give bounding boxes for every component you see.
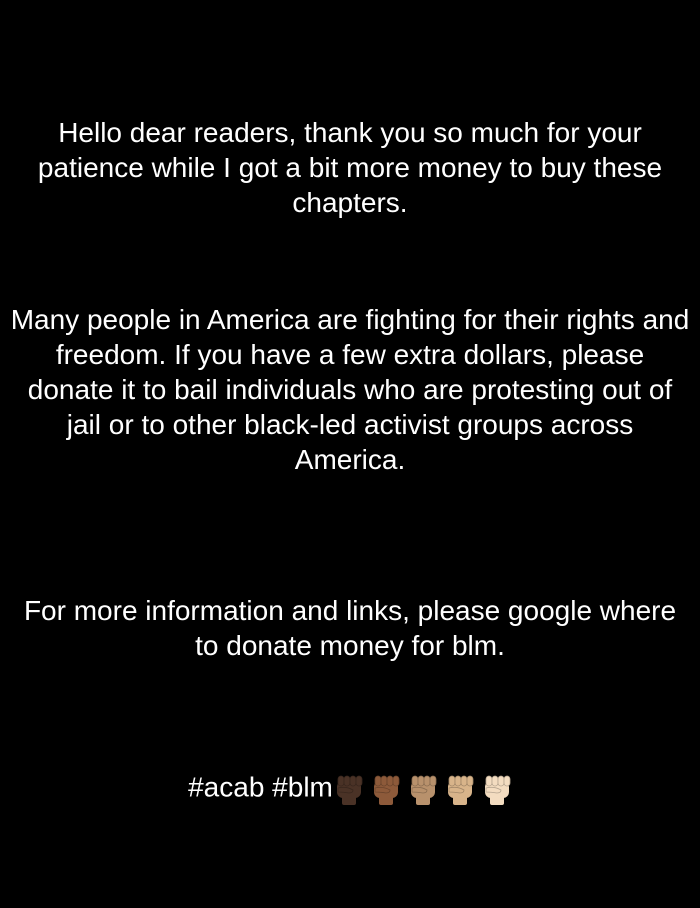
raised-fist-light-skin-icon [482, 773, 512, 805]
raised-fist-dark-skin-icon [334, 773, 364, 805]
thank-you-paragraph: Hello dear readers, thank you so much for your patience while I got a bit more money to buy these chapters. [37, 117, 663, 218]
raised-fist-medium-skin-icon [408, 773, 438, 805]
fist-emoji-row [334, 770, 512, 806]
hashtags-text: #acab #blm [188, 771, 333, 803]
raised-fist-medium-dark-skin-icon [371, 773, 401, 805]
hashtags-line [0, 768, 700, 806]
raised-fist-medium-light-skin-icon [445, 773, 475, 805]
more-info-paragraph: For more information and links, please google where to donate money for blm. [23, 595, 677, 661]
donation-request-paragraph: Many people in America are fighting for their rights and freedom. If you have a few extra dollars, please donate it to bail individuals who are protesting out of jail or to other black-led activist groups across America. [10, 304, 690, 475]
